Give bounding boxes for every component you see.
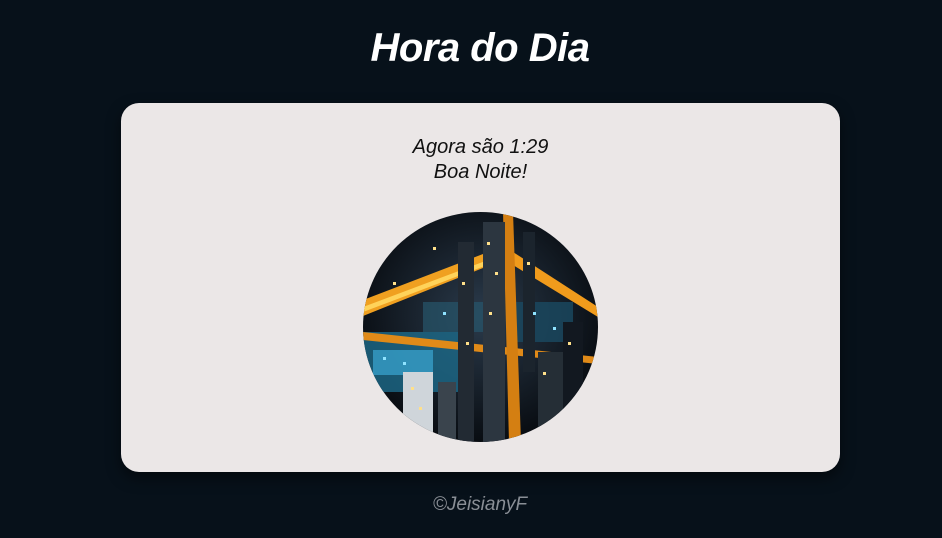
time-message-block: [121, 135, 840, 185]
night-city-image: [363, 212, 598, 442]
page-title: Hora do Dia: [370, 26, 590, 70]
footer-credit: ©JeisianyF: [432, 494, 528, 515]
time-message: Agora são 1:29: [412, 136, 549, 158]
time-card: [121, 103, 840, 472]
city-illustration: [363, 212, 598, 442]
greeting-message: Boa Noite!: [433, 161, 528, 183]
